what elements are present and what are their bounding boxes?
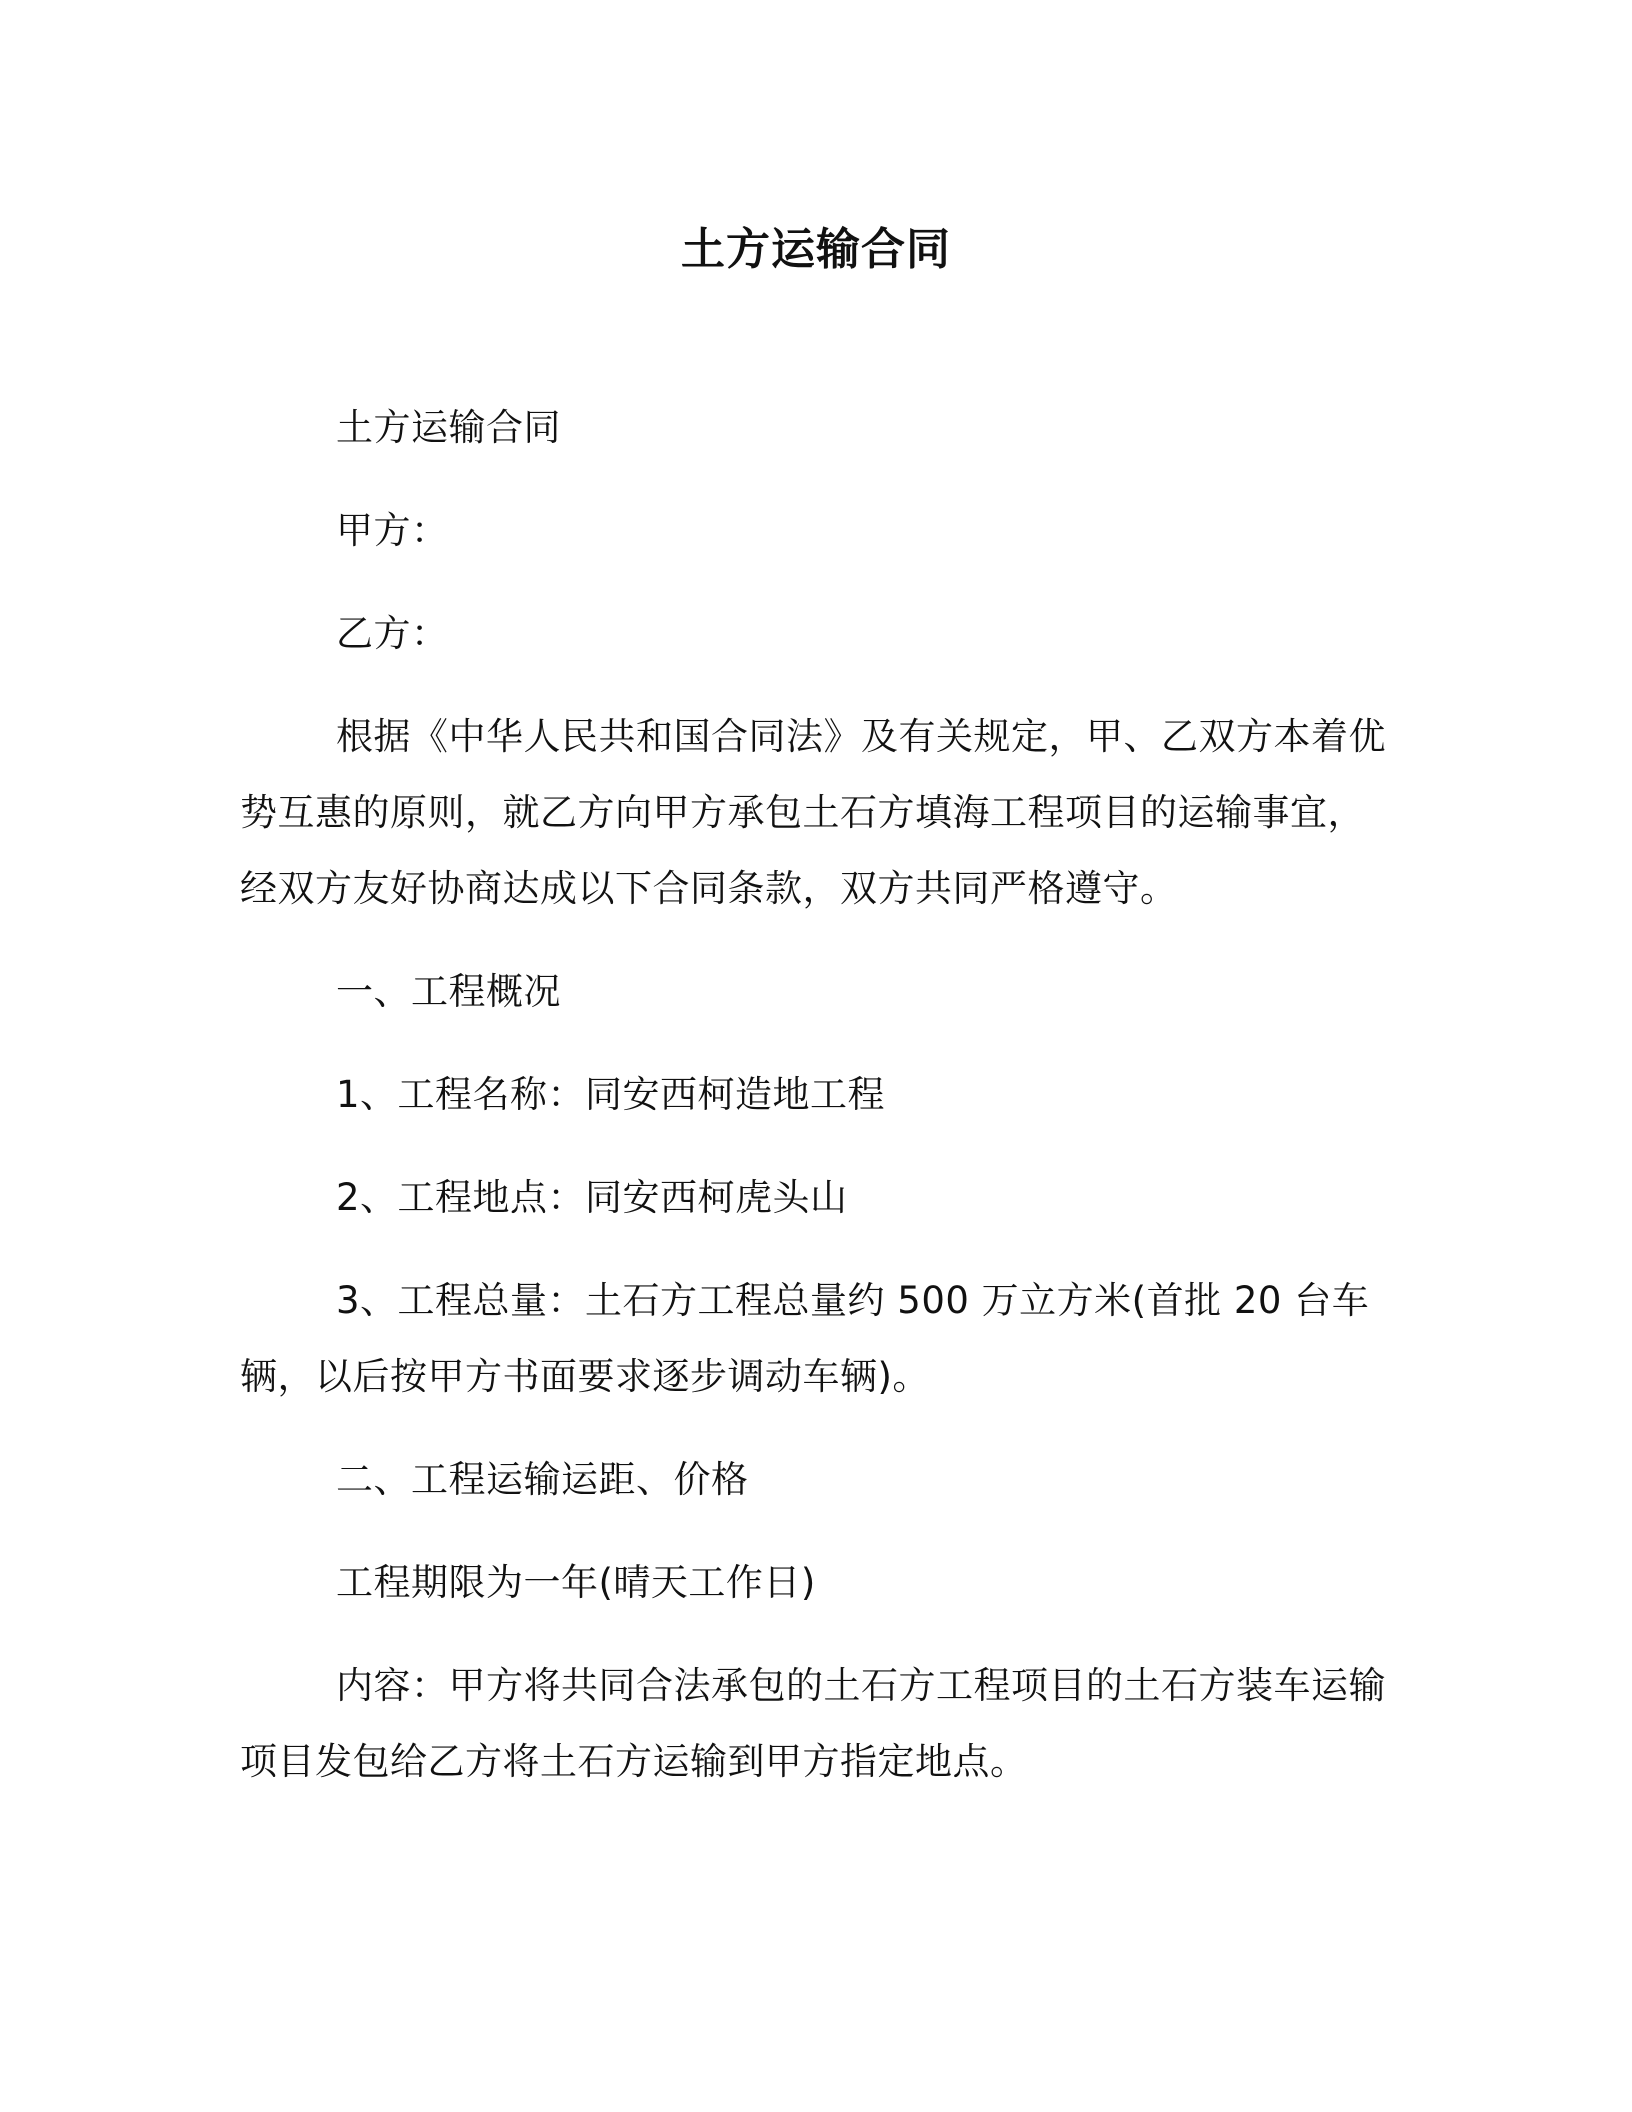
paragraph-content: 内容：甲方将共同合法承包的土石方工程项目的土石方装车运输项目发包给乙方将土石方运输到甲方指定地点。 <box>240 1664 1386 1783</box>
document-body <box>240 390 1392 1827</box>
paragraph-party-b: 乙方： <box>336 612 449 655</box>
section-heading-distance-price: 二、工程运输运距、价格 <box>336 1458 749 1501</box>
paragraph-party-a: 甲方： <box>336 509 449 552</box>
paragraph-project-volume: 3、工程总量：土石方工程总量约 500 万立方米(首批 20 台车辆，以后按甲方书面要求逐步调动车辆)。 <box>240 1279 1370 1398</box>
paragraph-project-name: 1、工程名称：同安西柯造地工程 <box>336 1073 886 1116</box>
paragraph-project-duration: 工程期限为一年(晴天工作日) <box>336 1561 816 1604</box>
paragraph-project-location: 2、工程地点：同安西柯虎头山 <box>336 1176 848 1219</box>
section-heading-project-overview: 一、工程概况 <box>336 970 561 1013</box>
paragraph-preamble: 根据《中华人民共和国合同法》及有关规定，甲、乙双方本着优势互惠的原则，就乙方向甲方承包土石方填海工程项目的运输事宜，经双方友好协商达成以下合同条款，双方共同严格遵守。 <box>240 715 1386 910</box>
paragraph-contract-heading: 土方运输合同 <box>336 406 561 449</box>
document-title: 土方运输合同 <box>681 224 951 275</box>
